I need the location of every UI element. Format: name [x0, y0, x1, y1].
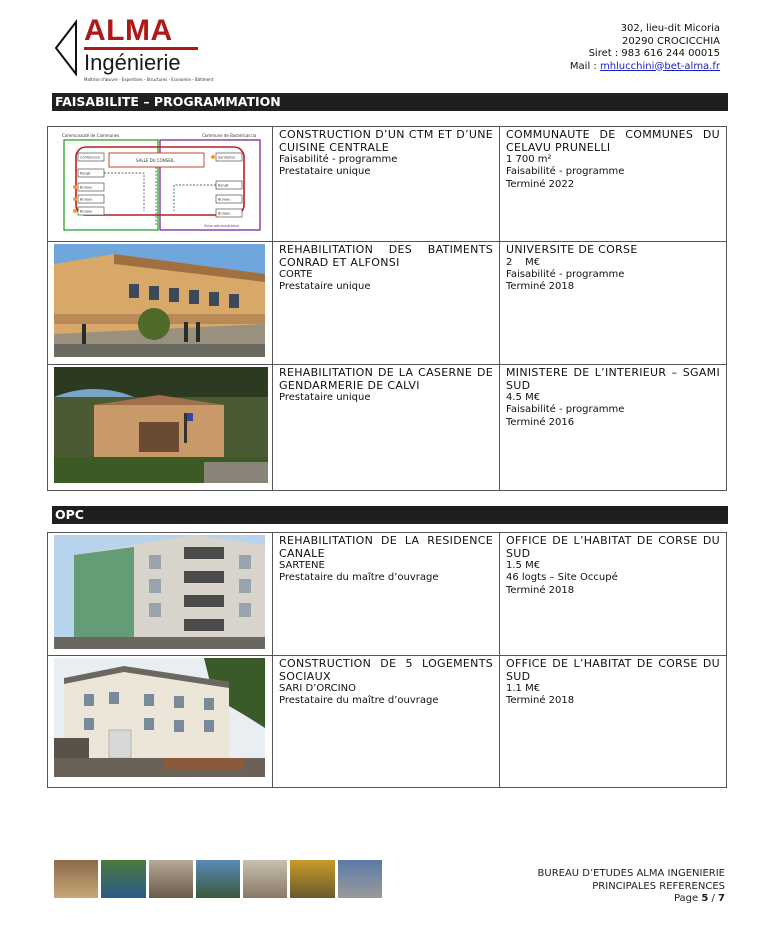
image-cell	[48, 365, 273, 491]
project-title: REHABILITATION DES BATIMENTS CONRAD ET ALFONSI	[279, 243, 493, 269]
plan-right-title: Commune de Bastelicaccia	[202, 133, 257, 138]
client-name: OFFICE DE L’HABITAT DE CORSE DU SUD	[506, 657, 720, 683]
table-row	[48, 365, 727, 491]
project-title: REHABILITATION DE LA CASERNE DE GENDARMERIE DE CALVI	[279, 366, 493, 392]
plan-left-box-3: Bureau	[80, 185, 93, 190]
project-line: Prestataire unique	[279, 281, 371, 293]
project-line: Faisabilité - programme	[279, 154, 398, 165]
logo-word: ALMA	[84, 14, 173, 47]
footer-company: BUREAU D’ETUDES ALMA INGENIERIE	[537, 868, 725, 879]
client-name: MINISTERE DE L’INTERIEUR – SGAMI SUD	[506, 366, 720, 392]
image-cell	[48, 242, 273, 365]
footer-photo	[101, 860, 145, 898]
project-line: SARTENE	[279, 560, 325, 571]
mail-label: Mail :	[569, 60, 600, 72]
client-name: COMMUNAUTE DE COMMUNES DU CELAVU PRUNELLI	[506, 128, 720, 154]
image-cell	[48, 656, 273, 788]
detail-line: 1 700 m²	[506, 154, 552, 165]
footer-info	[538, 868, 725, 906]
housing-photo	[54, 658, 265, 777]
page-current: 5	[701, 893, 709, 904]
references-table-opc	[47, 532, 727, 788]
logo-tagline: Maîtrise d'œuvre - Expertises - Structures - Economie - Bâtiment	[84, 77, 214, 82]
table-row	[48, 656, 727, 788]
references-table-faisabilite	[47, 126, 727, 491]
detail-line: Terminé 2016	[506, 416, 575, 428]
page-total: 7	[718, 893, 725, 904]
mail-line	[570, 61, 720, 74]
project-cell	[273, 127, 500, 242]
project-line: Prestataire unique	[279, 392, 371, 403]
footer-photo	[290, 860, 334, 898]
plan-left-box-4: Bureau	[80, 197, 93, 202]
company-logo	[54, 14, 214, 82]
footer-photo-strip	[54, 860, 382, 898]
footer-doc-title: PRINCIPALES REFERENCES	[592, 880, 725, 892]
project-title: CONSTRUCTION DE 5 LOGEMENTS SOCIAUX	[279, 657, 493, 683]
footer-photo	[54, 860, 98, 898]
plan-bottom-label: Zone administrative	[204, 224, 240, 228]
page-separator: /	[708, 893, 719, 904]
logo-subtitle: Ingénierie	[84, 50, 181, 75]
plan-right-box-2: Rangt	[218, 183, 229, 188]
plan-right-box-4: Bureau	[218, 211, 231, 216]
gendarmerie-photo	[54, 367, 268, 483]
floor-plan-diagram	[54, 131, 267, 235]
footer-photo	[149, 860, 193, 898]
detail-line: Faisabilité - programme	[506, 166, 625, 178]
mail-link[interactable]: mhlucchini@bet-alma.fr	[599, 60, 720, 72]
logo-mark-icon	[54, 18, 80, 76]
project-cell	[273, 533, 500, 656]
detail-line: 2 M€	[506, 256, 541, 268]
client-cell	[500, 127, 727, 242]
detail-line: Terminé 2018	[506, 584, 575, 596]
client-cell	[500, 656, 727, 788]
plan-left-box-2: Rangt	[80, 171, 91, 176]
table-row	[48, 242, 727, 365]
detail-line: 1.1 M€	[506, 683, 541, 694]
client-cell	[500, 365, 727, 491]
project-title: REHABILITATION DE LA RESIDENCE CANALE	[279, 534, 493, 560]
client-name: UNIVERSITE DE CORSE	[506, 243, 638, 256]
plan-left-box-5: Bureau	[80, 209, 93, 214]
company-address	[570, 23, 720, 73]
project-cell	[273, 365, 500, 491]
section-header-opc: OPC	[52, 506, 728, 524]
plan-left-title: Communauté de Communes	[62, 133, 120, 138]
plan-left-box-1: Conférence	[80, 155, 101, 160]
project-line: Prestataire du maître d’ouvrage	[279, 572, 439, 584]
project-cell	[273, 656, 500, 788]
footer-photo	[196, 860, 240, 898]
page-number	[538, 893, 725, 906]
detail-line: Terminé 2018	[506, 281, 575, 293]
detail-line: 4.5 M€	[506, 392, 541, 403]
table-row	[48, 533, 727, 656]
footer-photo	[338, 860, 382, 898]
table-row	[48, 127, 727, 242]
section-header-faisabilite: FAISABILITE – PROGRAMMATION	[52, 93, 728, 111]
project-line: Prestataire unique	[279, 166, 371, 178]
project-line: CORTE	[279, 269, 313, 280]
client-name: OFFICE DE L’HABITAT DE CORSE DU SUD	[506, 534, 720, 560]
detail-line: Terminé 2018	[506, 695, 575, 707]
project-line: Prestataire du maître d’ouvrage	[279, 695, 439, 707]
detail-line: Faisabilité - programme	[506, 268, 625, 280]
image-cell	[48, 127, 273, 242]
plan-right-box-3: Bureau	[218, 197, 231, 202]
detail-line: Terminé 2022	[506, 178, 575, 190]
client-cell	[500, 533, 727, 656]
plan-right-box-1: Sanitaires	[218, 155, 236, 160]
university-building-photo	[54, 244, 265, 357]
residence-photo	[54, 535, 265, 649]
siret-number: Siret : 983 616 244 00015	[588, 48, 720, 59]
project-cell	[273, 242, 500, 365]
project-line: SARI D’ORCINO	[279, 683, 356, 694]
client-cell	[500, 242, 727, 365]
page-label: Page	[673, 893, 702, 904]
plan-center-label: SALLE DU CONSEIL	[136, 158, 175, 163]
address-line-1: 302, lieu-dit Micoria	[620, 23, 720, 34]
detail-line: 1.5 M€	[506, 560, 541, 571]
image-cell	[48, 533, 273, 656]
project-title: CONSTRUCTION D’UN CTM ET D’UNE CUISINE CENTRALE	[279, 128, 493, 154]
detail-line: Faisabilité - programme	[506, 404, 625, 416]
footer-photo	[243, 860, 287, 898]
detail-line: 46 logts – Site Occupé	[506, 572, 618, 584]
address-line-2: 20290 CROCICCHIA	[622, 35, 720, 47]
